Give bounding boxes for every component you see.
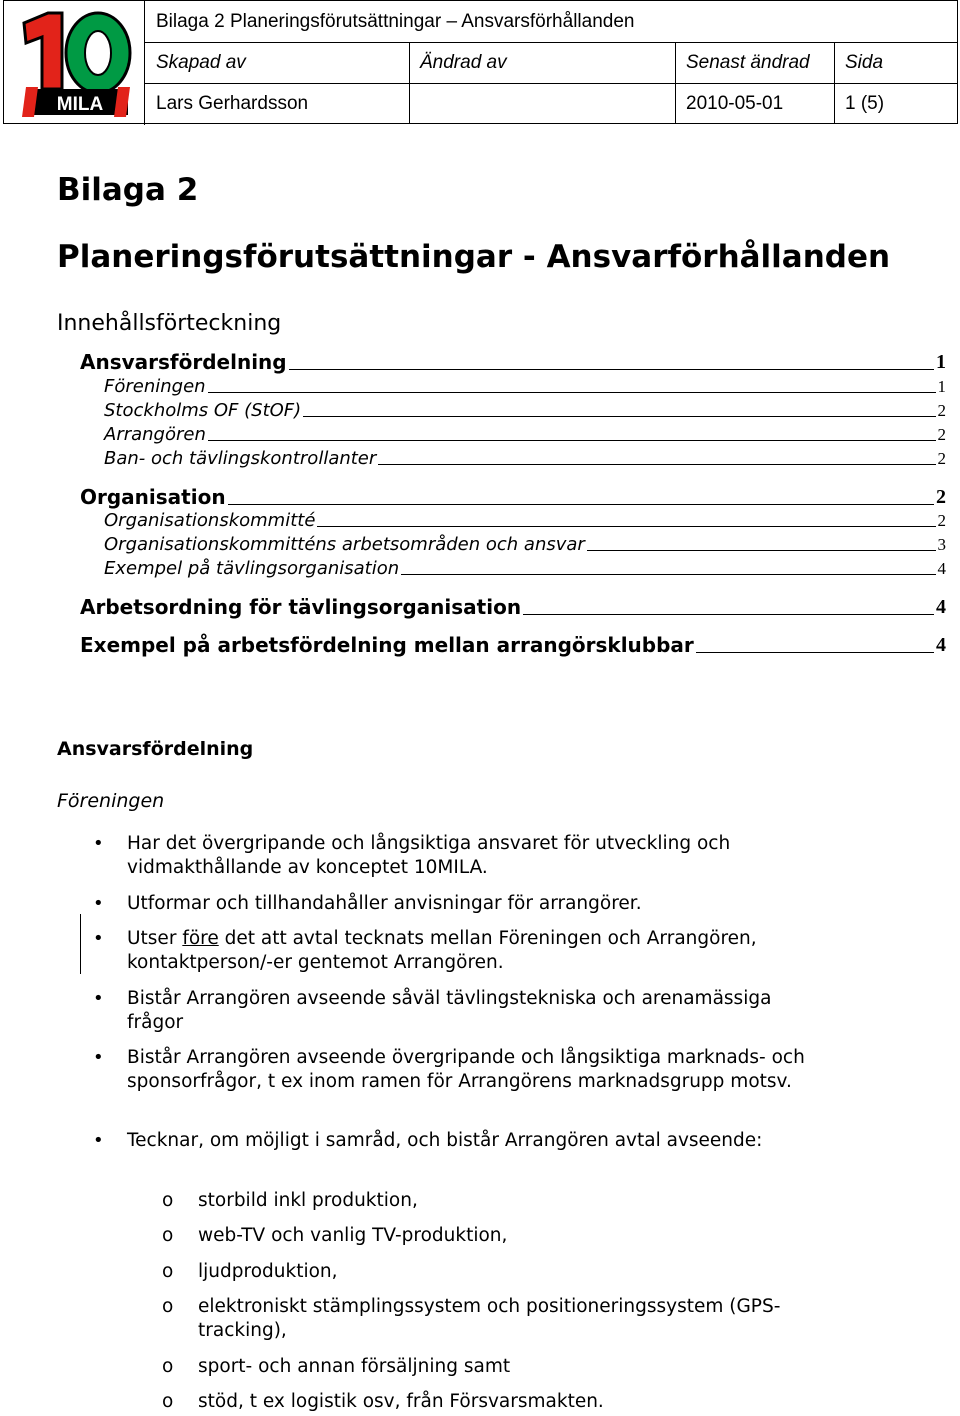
page-title-line2: Planeringsförutsättningar - Ansvarförhållanden bbox=[57, 239, 891, 275]
list-item-text-underlined: före bbox=[182, 928, 219, 949]
sub-list-item-text: stöd, t ex logistik osv, från Försvarsmakten. bbox=[198, 1391, 604, 1412]
list-item bbox=[93, 1129, 807, 1153]
toc-entry-page: 2 bbox=[937, 401, 946, 420]
toc-entry-page: 1 bbox=[936, 351, 946, 373]
toc-entry-text: Organisationskommitté bbox=[104, 510, 316, 531]
header-created-by-label: Skapad av bbox=[156, 51, 246, 73]
sub-list-item bbox=[162, 1260, 838, 1284]
toc-entry-text: Föreningen bbox=[104, 376, 206, 397]
bullet-symbol: • bbox=[93, 893, 104, 914]
header-doc-title: Bilaga 2 Planeringsförutsättningar – Ansvarsförhållanden bbox=[156, 10, 635, 32]
sub-bullet-symbol: o bbox=[162, 1190, 174, 1211]
toc-entry-page: 4 bbox=[936, 634, 946, 656]
change-bar bbox=[80, 914, 81, 974]
toc-entry-text: Exempel på tävlingsorganisation bbox=[104, 558, 400, 579]
toc-entry[interactable] bbox=[104, 424, 946, 445]
header-page-number: 1 (5) bbox=[845, 92, 885, 114]
toc-entry[interactable] bbox=[104, 376, 946, 397]
toc-entry-text: Stockholms OF (StOF) bbox=[104, 400, 302, 421]
toc-entry-text: Arrangören bbox=[104, 424, 206, 445]
sub-bullet-symbol: o bbox=[162, 1356, 174, 1377]
sub-list-item-text: elektroniskt stämplingssystem och positioneringssystem (GPS-tracking), bbox=[198, 1296, 781, 1341]
toc-entry-text: Organisationskommitténs arbetsområden och ansvar bbox=[104, 534, 585, 555]
header-changed-by-label: Ändrad av bbox=[420, 51, 507, 73]
sub-list-item bbox=[162, 1295, 838, 1343]
toc-entry-text: Organisation bbox=[80, 485, 226, 509]
list-item-text: Utformar och tillhandahåller anvisningar för arrangörer. bbox=[127, 893, 642, 914]
logo-text: MILA bbox=[56, 94, 104, 115]
toc-entry[interactable] bbox=[104, 448, 946, 469]
toc-entry-text: Arbetsordning för tävlingsorganisation bbox=[80, 595, 522, 619]
sub-bullet-symbol: o bbox=[162, 1391, 174, 1412]
section-subheading: Föreningen bbox=[57, 790, 165, 812]
list-item bbox=[93, 832, 807, 880]
toc-entry[interactable] bbox=[104, 510, 946, 531]
sub-list-item bbox=[162, 1224, 838, 1248]
toc-entry-text: Ban- och tävlingskontrollanter bbox=[104, 448, 377, 469]
toc-entry-page: 2 bbox=[937, 449, 946, 468]
bullet-symbol: • bbox=[93, 928, 104, 949]
toc-entry[interactable] bbox=[80, 485, 946, 509]
header-changed-by bbox=[409, 83, 675, 124]
sub-list-item-text: sport- och annan försäljning samt bbox=[198, 1356, 511, 1377]
list-item bbox=[93, 1046, 807, 1094]
toc-entry-page: 2 bbox=[937, 425, 946, 444]
sub-list-item bbox=[162, 1189, 838, 1213]
list-item-text: Bistår Arrangören avseende övergripande och långsiktiga marknads- och sponsorfrågor, t ex inom ramen för Arrangörens marknadsgrupp motsv. bbox=[127, 1047, 805, 1092]
bullet-symbol: • bbox=[93, 1047, 104, 1068]
toc-entry-page: 4 bbox=[936, 596, 946, 618]
list-item-text: Har det övergripande och långsiktiga ansvaret för utveckling och vidmakthållande av konceptet 10MILA. bbox=[127, 833, 731, 878]
section-heading: Ansvarsfördelning bbox=[57, 738, 254, 760]
header-last-changed: 2010-05-01 bbox=[686, 92, 784, 114]
sub-list-item-text: storbild inkl produktion, bbox=[198, 1190, 418, 1211]
list-item-text-after: det att avtal tecknats mellan Föreningen och Arrangören, kontaktperson/-er gentemot Arrangören. bbox=[127, 928, 757, 973]
list-item bbox=[93, 927, 807, 975]
toc-entry-page: 2 bbox=[936, 486, 946, 508]
sub-bullet-symbol: o bbox=[162, 1225, 174, 1246]
list-item-text: Bistår Arrangören avseende såväl tävlingstekniska och arenamässiga frågor bbox=[127, 988, 772, 1033]
sub-bullet-symbol: o bbox=[162, 1296, 174, 1317]
bullet-symbol: • bbox=[93, 833, 104, 854]
toc-entry[interactable] bbox=[80, 595, 946, 619]
document-header-table bbox=[3, 0, 958, 124]
toc-entry-page: 4 bbox=[937, 559, 946, 578]
sub-list-item bbox=[162, 1355, 838, 1379]
list-item bbox=[93, 987, 807, 1035]
list-item-text: Tecknar, om möjligt i samråd, och bistår Arrangören avtal avseende: bbox=[127, 1130, 763, 1151]
toc-entry-page: 3 bbox=[937, 535, 946, 554]
list-item bbox=[93, 892, 807, 916]
toc-entry-text: Exempel på arbetsfördelning mellan arrangörsklubbar bbox=[80, 633, 694, 657]
bullet-symbol: • bbox=[93, 988, 104, 1009]
toc-entry[interactable] bbox=[104, 534, 946, 555]
sub-list-item-text: ljudproduktion, bbox=[198, 1261, 338, 1282]
toc-entry[interactable] bbox=[80, 350, 946, 374]
toc-entry-page: 2 bbox=[937, 511, 946, 530]
page-title-line1: Bilaga 2 bbox=[57, 172, 199, 208]
list-item-text-before: Utser bbox=[127, 928, 183, 949]
header-created-by: Lars Gerhardsson bbox=[156, 92, 309, 114]
bullet-symbol: • bbox=[93, 1130, 104, 1151]
header-page-label: Sida bbox=[845, 51, 884, 73]
sub-bullet-symbol: o bbox=[162, 1261, 174, 1282]
toc-entry[interactable] bbox=[80, 633, 946, 657]
toc-entry-page: 1 bbox=[937, 377, 946, 396]
logo-10mila bbox=[4, 1, 145, 125]
sub-list-item bbox=[162, 1390, 838, 1414]
toc-entry-text: Ansvarsfördelning bbox=[80, 350, 287, 374]
sub-list-item-text: web-TV och vanlig TV-produktion, bbox=[198, 1225, 508, 1246]
header-last-changed-label: Senast ändrad bbox=[686, 51, 810, 73]
toc-heading: Innehållsförteckning bbox=[57, 311, 282, 336]
toc-entry[interactable] bbox=[104, 558, 946, 579]
logo-10mila-graphic bbox=[4, 1, 144, 125]
toc-entry[interactable] bbox=[104, 400, 946, 421]
